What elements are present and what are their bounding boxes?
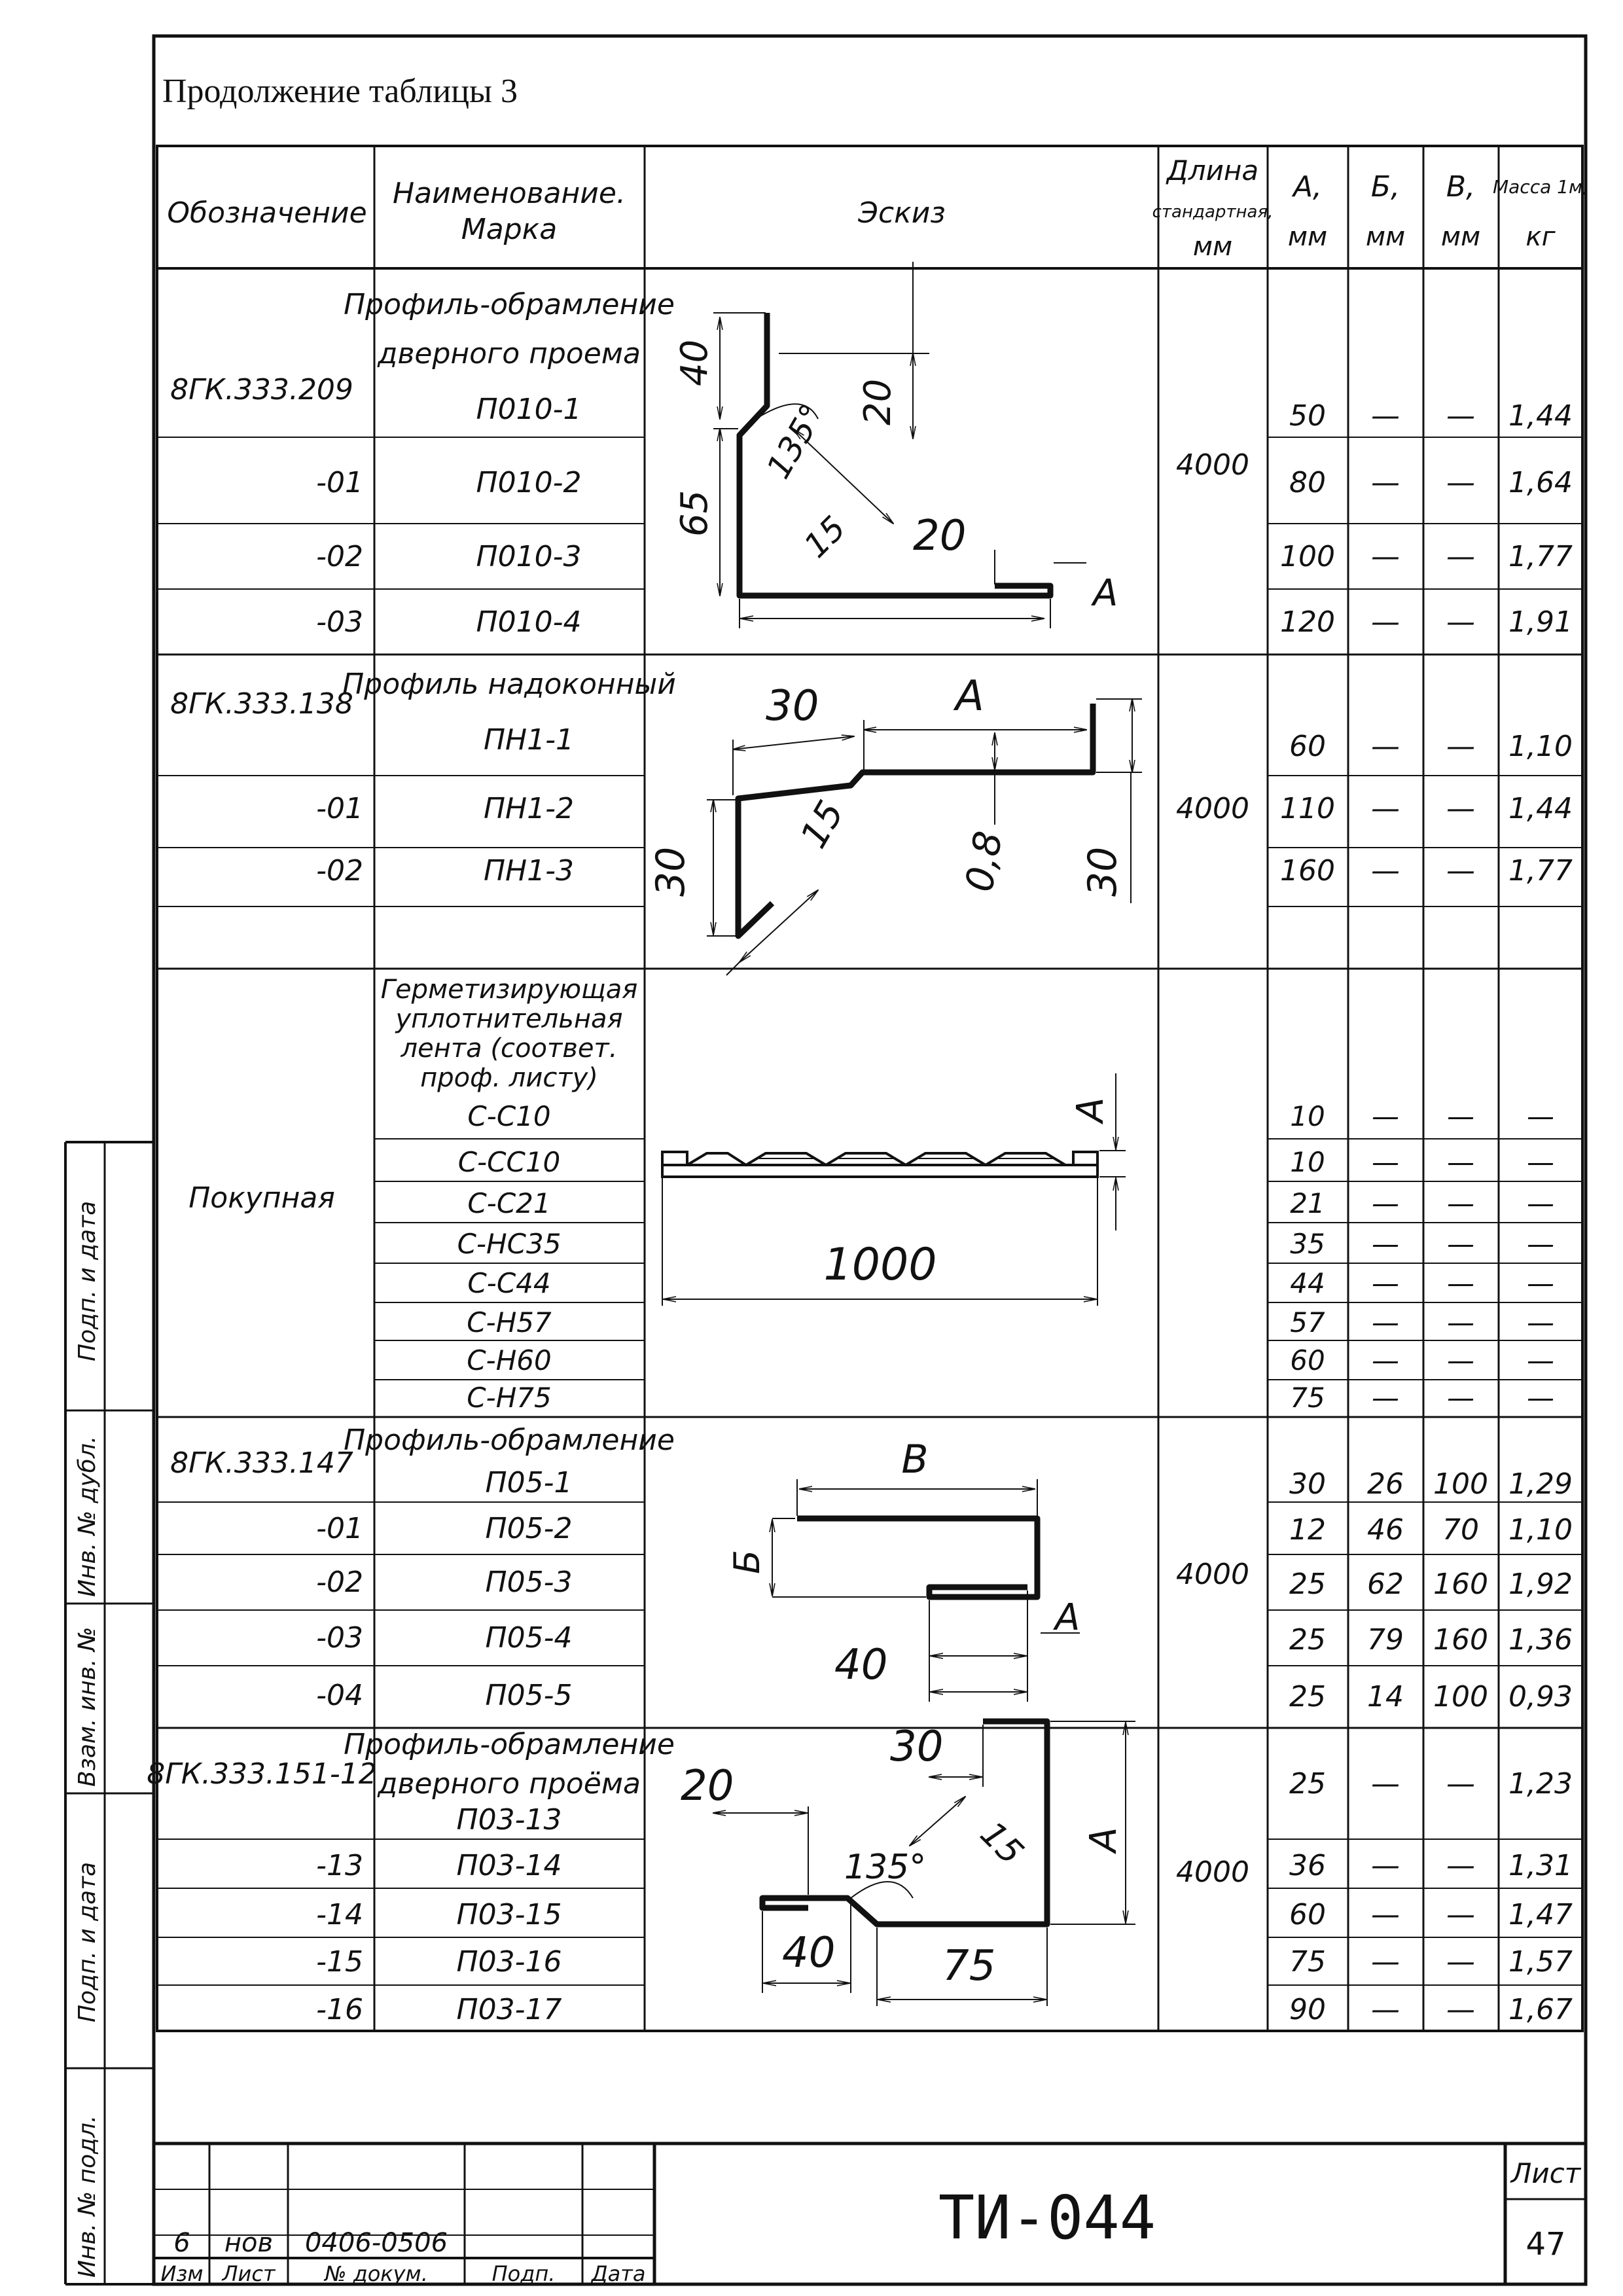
side-stamp-labels — [74, 1201, 101, 2278]
side-label-dup-inv: Инв. № дубл. — [74, 1435, 101, 1597]
dim-label: 40 — [782, 1929, 836, 1977]
cell-v: — — [1447, 1100, 1474, 1132]
cell-a: 30 — [1289, 1467, 1326, 1501]
header-b-1: Б, — [1370, 170, 1400, 204]
dim-label: 30 — [890, 1723, 944, 1771]
header-a-1: А, — [1293, 170, 1323, 204]
group-title-2: уплотнительная — [395, 1004, 623, 1034]
cell-a: 60 — [1289, 730, 1326, 763]
dim-label: 30 — [766, 682, 819, 730]
cell-a: 10 — [1290, 1146, 1325, 1178]
row-suffix: -03 — [316, 1621, 363, 1655]
designation: 8ГК.333.147 — [170, 1446, 353, 1480]
group-8gk-333-138 — [170, 668, 1573, 888]
cell-a: 75 — [1290, 1382, 1325, 1414]
group-title-2: дверного проёма — [378, 1767, 641, 1801]
dim-label: 15 — [796, 509, 853, 565]
row-suffix: -02 — [316, 854, 363, 888]
designation: 8ГК.333.138 — [170, 687, 353, 721]
cell-a: 80 — [1289, 466, 1326, 499]
row-mark: П03-17 — [456, 1993, 562, 2026]
cell-a: 60 — [1289, 1898, 1326, 1931]
row-mark: П05-3 — [485, 1566, 573, 1599]
cell-b: — — [1371, 399, 1400, 433]
cell-a: 21 — [1290, 1187, 1325, 1219]
length-value: 4000 — [1176, 448, 1249, 482]
designation: 8ГК.333.209 — [170, 373, 353, 406]
header-v-2: мм — [1440, 222, 1481, 252]
group-8gk-333-209 — [170, 288, 1573, 639]
col-label-izm: Изм — [160, 2261, 204, 2286]
dim-label: A — [1082, 1827, 1125, 1852]
row-suffix: -13 — [316, 1849, 363, 1882]
cell-v: — — [1447, 1228, 1474, 1260]
cell-b: — — [1371, 540, 1400, 573]
row-suffix: -01 — [316, 466, 363, 499]
group-title-1: Профиль надоконный — [342, 668, 676, 701]
cell-mass: 1,44 — [1508, 792, 1573, 825]
cell-v: — — [1447, 1382, 1474, 1414]
cell-b: 14 — [1367, 1680, 1404, 1713]
sheet-label: Лист — [1510, 2157, 1581, 2189]
table-caption: Продолжение таблицы 3 — [162, 73, 518, 110]
rev-type: нов — [224, 2228, 274, 2258]
cell-v: — — [1446, 1945, 1475, 1979]
row-mark: П03-16 — [456, 1945, 562, 1979]
cell-mass: 1,10 — [1508, 730, 1573, 763]
cell-v: — — [1446, 1993, 1475, 2026]
sketch-profile-pn1 — [707, 699, 1142, 975]
cell-a: 44 — [1290, 1267, 1325, 1299]
row-suffix: -16 — [316, 1993, 363, 2026]
cell-a: 25 — [1289, 1623, 1326, 1657]
cell-b: — — [1372, 1344, 1399, 1376]
cell-v: — — [1446, 730, 1475, 763]
cell-v: 160 — [1433, 1568, 1488, 1601]
row-mark: П03-15 — [456, 1898, 562, 1931]
dim-label: 30 — [1080, 846, 1126, 897]
cell-a: 60 — [1290, 1344, 1325, 1376]
cell-mass: 1,91 — [1508, 605, 1573, 639]
row-suffix: -01 — [316, 792, 363, 825]
cell-mass: — — [1527, 1306, 1554, 1338]
dim-label: A — [955, 672, 984, 721]
row-mark: С-С44 — [467, 1267, 551, 1299]
row-mark: П05-4 — [485, 1621, 573, 1655]
cell-b: — — [1372, 1146, 1399, 1178]
cell-v: — — [1447, 1344, 1474, 1376]
row-suffix: -02 — [316, 1566, 363, 1599]
cell-a: 36 — [1289, 1849, 1326, 1882]
dim-label: 20 — [857, 378, 899, 425]
row-mark: С-Н60 — [467, 1344, 552, 1376]
cell-b: — — [1371, 854, 1400, 888]
cell-v: 100 — [1433, 1680, 1488, 1713]
length-value: 4000 — [1176, 1558, 1249, 1591]
group-title-2: дверного проема — [378, 337, 641, 370]
row-mark: П010-4 — [476, 605, 582, 639]
row-suffix: -15 — [316, 1945, 363, 1979]
header-mass-2: кг — [1525, 222, 1556, 252]
cell-v: — — [1447, 1267, 1474, 1299]
dim-label: 15 — [792, 793, 853, 855]
dim-label: 20 — [681, 1762, 734, 1810]
cell-a: 75 — [1289, 1945, 1326, 1979]
dim-label: 135° — [759, 397, 832, 485]
cell-mass: — — [1527, 1228, 1554, 1260]
dim-label: A — [1093, 572, 1118, 615]
cell-mass: 1,36 — [1508, 1623, 1573, 1657]
dim-label: 15 — [972, 1814, 1031, 1873]
side-label-sign-date-1: Подп. и дата — [74, 1200, 101, 1361]
col-label-doc: № докум. — [325, 2261, 428, 2286]
group-title-1: Профиль-обрамление — [344, 1424, 675, 1457]
row-mark: П010-1 — [476, 393, 582, 426]
cell-b: — — [1371, 1767, 1400, 1801]
row-suffix: -01 — [316, 1512, 363, 1545]
col-label-date: Дата — [591, 2261, 646, 2286]
designation: 8ГК.333.151-12 — [147, 1757, 377, 1791]
header-name-2: Марка — [461, 213, 558, 246]
row-mark: ПН1-2 — [483, 792, 575, 825]
cell-mass: 1,10 — [1508, 1513, 1573, 1547]
cell-v: — — [1446, 540, 1475, 573]
dim-label: 135° — [844, 1848, 927, 1887]
row-mark: П010-2 — [476, 466, 582, 499]
designation: Покупная — [188, 1181, 335, 1215]
cell-mass: 0,93 — [1508, 1680, 1573, 1713]
title-block-text — [160, 2157, 1581, 2286]
header-b-2: мм — [1365, 222, 1406, 252]
cell-mass: 1,44 — [1508, 399, 1573, 433]
row-mark: П05-2 — [485, 1512, 573, 1545]
cell-mass: 1,77 — [1508, 540, 1573, 573]
side-label-sign-date-2: Подп. и дата — [74, 1861, 101, 2022]
cell-mass: 1,23 — [1508, 1767, 1573, 1801]
side-label-orig-inv: Инв. № подл. — [74, 2115, 101, 2278]
cell-mass: 1,67 — [1508, 1993, 1573, 2026]
dim-label: 30 — [648, 846, 694, 897]
cell-mass: 1,64 — [1508, 466, 1573, 499]
sketch-2-dims — [648, 672, 1126, 897]
cell-b: — — [1371, 1849, 1400, 1882]
cell-b: — — [1371, 792, 1400, 825]
cell-mass: — — [1527, 1187, 1554, 1219]
cell-b: 26 — [1367, 1467, 1404, 1501]
cell-v: — — [1446, 792, 1475, 825]
row-suffix: -04 — [316, 1679, 363, 1712]
cell-a: 50 — [1289, 399, 1326, 433]
cell-b: — — [1372, 1267, 1399, 1299]
header-v-1: В, — [1446, 170, 1476, 204]
cell-v: — — [1447, 1306, 1474, 1338]
cell-a: 35 — [1290, 1228, 1325, 1260]
cell-v: — — [1447, 1187, 1474, 1219]
row-mark: С-СС10 — [457, 1146, 561, 1178]
cell-a: 110 — [1280, 792, 1335, 825]
dim-label: 65 — [673, 490, 716, 537]
col-label-list: Лист — [222, 2261, 276, 2286]
cell-v: — — [1446, 1767, 1475, 1801]
row-mark: С-Н75 — [467, 1382, 552, 1414]
cell-v: — — [1446, 1849, 1475, 1882]
header-length-2: стандартная, — [1152, 202, 1274, 222]
dim-label: A — [1069, 1097, 1112, 1122]
cell-b: — — [1372, 1187, 1399, 1219]
cell-v: — — [1446, 466, 1475, 499]
header-name-1: Наименование. — [393, 177, 626, 210]
cell-v: — — [1446, 399, 1475, 433]
sketch-5-dims — [681, 1723, 1125, 1990]
cell-mass: 1,31 — [1508, 1849, 1573, 1882]
group-title-1: Профиль-обрамление — [344, 288, 675, 321]
row-mark: С-НС35 — [457, 1228, 562, 1260]
cell-mass: 1,92 — [1508, 1568, 1573, 1601]
length-value: 4000 — [1176, 792, 1249, 825]
cell-v: — — [1447, 1146, 1474, 1178]
cell-b: — — [1372, 1100, 1399, 1132]
row-mark: П010-3 — [476, 540, 582, 573]
cell-b: — — [1372, 1382, 1399, 1414]
cell-a: 160 — [1280, 854, 1335, 888]
cell-mass: — — [1527, 1100, 1554, 1132]
group-title-3: лента (соответ. — [401, 1033, 618, 1064]
row-suffix: -02 — [316, 540, 363, 573]
cell-v: 70 — [1442, 1513, 1479, 1547]
col-label-sign: Подп. — [491, 2261, 556, 2286]
row-mark: П05-5 — [485, 1679, 573, 1712]
header-length-1: Длина — [1166, 154, 1259, 187]
header-length-3: мм — [1192, 232, 1233, 262]
cell-mass: 1,47 — [1508, 1898, 1573, 1931]
dim-label: 1000 — [823, 1239, 937, 1291]
sketch-profile-p010 — [713, 262, 1086, 628]
cell-a: 10 — [1290, 1100, 1325, 1132]
row-mark: П03-13 — [456, 1803, 562, 1837]
cell-b: — — [1371, 466, 1400, 499]
cell-mass: — — [1527, 1344, 1554, 1376]
sheet-number: 47 — [1525, 2226, 1566, 2263]
row-suffix: -14 — [316, 1898, 363, 1931]
group-title-1: Профиль-обрамление — [344, 1728, 675, 1761]
row-mark: ПН1-3 — [483, 854, 575, 888]
cell-a: 12 — [1289, 1513, 1326, 1547]
dim-label: B — [901, 1437, 929, 1482]
side-label-replace-inv: Взам. инв. № — [74, 1626, 101, 1787]
cell-mass: — — [1527, 1382, 1554, 1414]
cell-mass: 1,57 — [1508, 1945, 1573, 1979]
cell-a: 25 — [1289, 1568, 1326, 1601]
cell-mass: 1,77 — [1508, 854, 1573, 888]
cell-b: — — [1372, 1306, 1399, 1338]
header-a-2: мм — [1287, 222, 1328, 252]
cell-a: 57 — [1290, 1306, 1325, 1338]
document-code: ТИ-044 — [938, 2183, 1156, 2253]
cell-b: — — [1371, 1898, 1400, 1931]
cell-mass: — — [1527, 1267, 1554, 1299]
header-sketch: Эскиз — [858, 196, 946, 230]
cell-b: — — [1371, 1993, 1400, 2026]
group-title-4: проф. листу) — [420, 1063, 598, 1093]
cell-v: 100 — [1433, 1467, 1488, 1501]
cell-mass: 1,29 — [1508, 1467, 1573, 1501]
cell-v: — — [1446, 1898, 1475, 1931]
cell-b: — — [1371, 605, 1400, 639]
rev-number: 6 — [173, 2228, 190, 2258]
sketch-3-dims — [823, 1098, 1112, 1291]
dim-label: A — [1055, 1596, 1080, 1639]
cell-a: 90 — [1289, 1993, 1326, 2026]
cell-a: 120 — [1280, 605, 1335, 639]
cell-v: — — [1446, 854, 1475, 888]
cell-a: 25 — [1289, 1767, 1326, 1801]
dim-label: 40 — [673, 339, 716, 386]
cell-v: 160 — [1433, 1623, 1488, 1657]
cell-b: — — [1371, 1945, 1400, 1979]
header-designation: Обозначение — [167, 196, 367, 230]
cell-mass: — — [1527, 1146, 1554, 1178]
row-mark: ПН1-1 — [483, 723, 575, 757]
header-mass-1: Масса 1м, — [1492, 176, 1589, 198]
cell-b: — — [1372, 1228, 1399, 1260]
cell-v: — — [1446, 605, 1475, 639]
dim-label: 20 — [913, 512, 967, 560]
length-value: 4000 — [1176, 1856, 1249, 1889]
cell-b: 46 — [1367, 1513, 1404, 1547]
cell-b: 62 — [1367, 1568, 1404, 1601]
dim-label: 40 — [834, 1641, 888, 1689]
cell-b: 79 — [1367, 1623, 1404, 1657]
cell-a: 100 — [1280, 540, 1335, 573]
dim-label: 75 — [942, 1942, 996, 1990]
dim-label: Б — [726, 1549, 768, 1574]
cell-a: 25 — [1289, 1680, 1326, 1713]
row-suffix: -03 — [316, 605, 363, 639]
table-header — [167, 154, 1588, 262]
row-mark: С-С10 — [467, 1100, 551, 1132]
group-purchased — [188, 975, 1554, 1414]
row-mark: С-С21 — [467, 1187, 551, 1219]
sketch-profile-p05 — [772, 1479, 1080, 1702]
group-title-1: Герметизирующая — [380, 975, 638, 1005]
doc-number: 0406-0506 — [304, 2228, 448, 2258]
row-mark: П05-1 — [485, 1466, 573, 1499]
dim-label: 0,8 — [956, 827, 1011, 895]
row-mark: С-Н57 — [467, 1306, 552, 1338]
row-mark: П03-14 — [456, 1849, 562, 1882]
cell-b: — — [1371, 730, 1400, 763]
